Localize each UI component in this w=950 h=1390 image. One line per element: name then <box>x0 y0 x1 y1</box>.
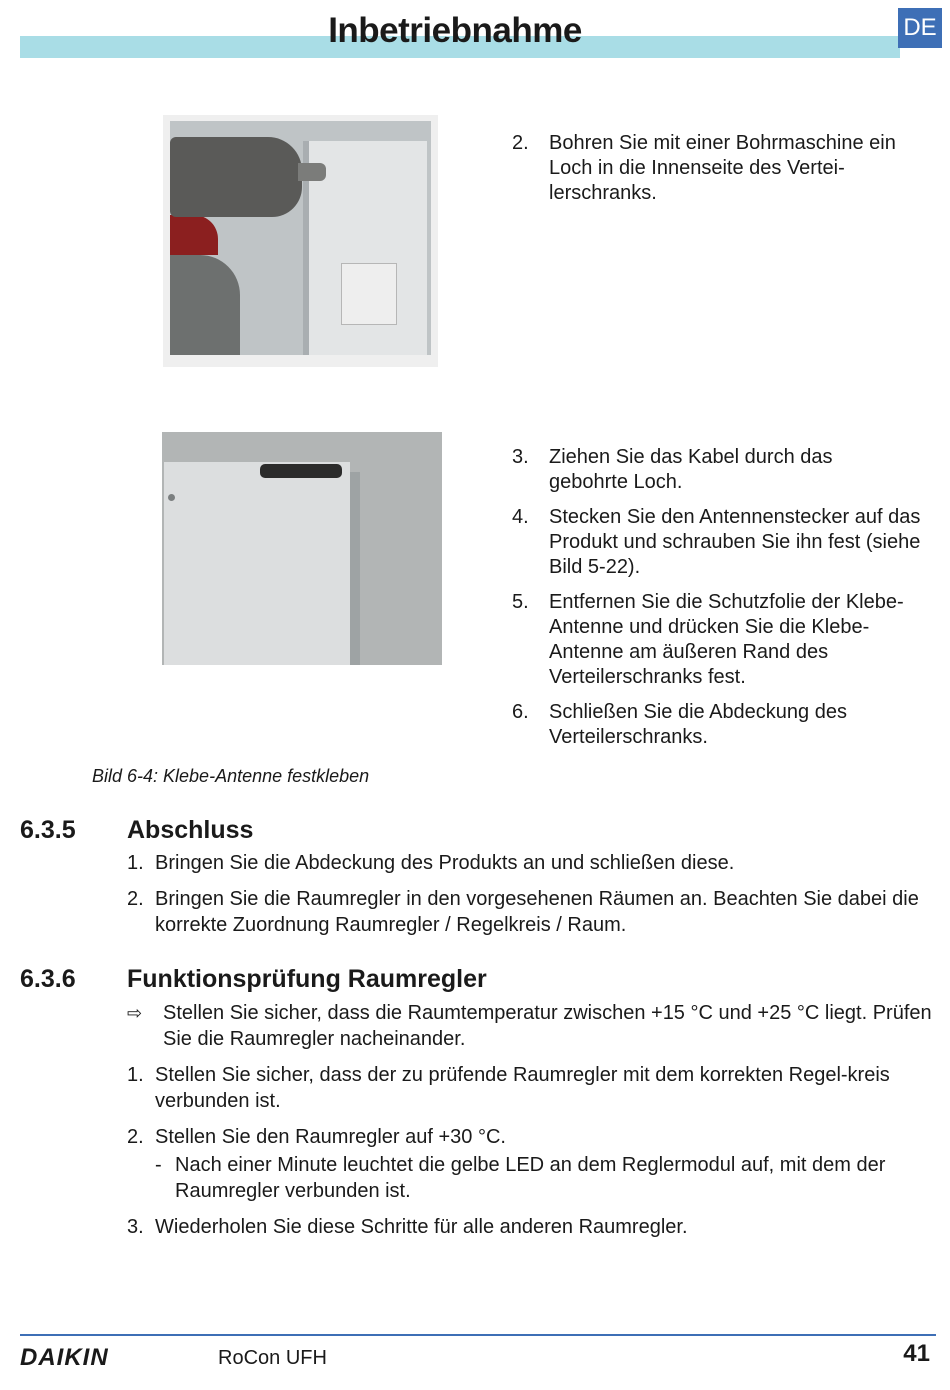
upper-steps <box>512 131 924 216</box>
list-item: 4. Stecken Sie den Antennenstecker auf das Produkt und schrauben Sie ihn fest (siehe Bild 5-22). <box>512 506 921 578</box>
lower-steps <box>512 445 929 760</box>
list-item: 3. Ziehen Sie das Kabel durch das gebohrte Loch. <box>512 446 833 493</box>
brand-logo: DAIKIN <box>20 1344 109 1371</box>
list-item: 2. Bohren Sie mit einer Bohrmaschine ein Loch in die Innenseite des Vertei-lerschranks. <box>512 132 896 204</box>
section-heading-636: 6.3.6 Funktionsprüfung Raumregler <box>20 965 487 993</box>
language-badge: DE <box>898 8 942 48</box>
list-item: 1. Bringen Sie die Abdeckung des Produkts an und schließen diese. <box>127 852 735 874</box>
sub-item: - Nach einer Minute leuchtet die gelbe LED an dem Reglermodul auf, mit dem der Raumregler verbunden ist. <box>155 1154 886 1202</box>
footer-divider <box>20 1334 936 1336</box>
list-item: 2. Stellen Sie den Raumregler auf +30 °C. - Nach einer Minute leuchtet die gelbe LED an dem Reglermodul auf, mit dem der Raumregler verbunden ist. <box>127 1124 935 1204</box>
list-item: 3. Wiederholen Sie diese Schritte für alle anderen Raumregler. <box>127 1216 688 1238</box>
figure-caption: Bild 6-4: Klebe-Antenne festkleben <box>92 766 370 786</box>
dash-icon: - <box>155 1154 162 1176</box>
arrow-right-icon: ⇨ <box>127 1003 143 1023</box>
list-item: 1. Stellen Sie sicher, dass der zu prüfende Raumregler mit dem korrekten Regel-kreis verbunden ist. <box>127 1064 890 1112</box>
list-item: 6. Schließen Sie die Abdeckung des Verteilerschranks. <box>512 701 847 748</box>
product-name: RoCon UFH <box>218 1347 327 1369</box>
list-item: 2. Bringen Sie die Raumregler in den vorgesehenen Räumen an. Beachten Sie dabei die korrekte Zuordnung Raumregler / Regelkreis / Raum. <box>127 888 919 936</box>
page-title: Inbetriebnahme <box>328 11 582 50</box>
drilling-photo <box>163 115 438 367</box>
section-heading-635: 6.3.5 Abschluss <box>20 816 254 844</box>
page-number: 41 <box>903 1340 930 1367</box>
section-635-list <box>127 850 935 948</box>
section-636-list <box>127 1000 935 1250</box>
precondition-item: ⇨ Stellen Sie sicher, dass die Raumtemperatur zwischen +15 °C und +25 °C liegt. Prüfen Sie die Raumregler nacheinander. <box>127 1002 932 1050</box>
antenna-photo <box>162 432 442 665</box>
list-item: 5. Entfernen Sie die Schutzfolie der Klebe-Antenne und drücken Sie die Klebe-Antenne am äußeren Rand des Verteilerschranks fest. <box>512 591 904 688</box>
